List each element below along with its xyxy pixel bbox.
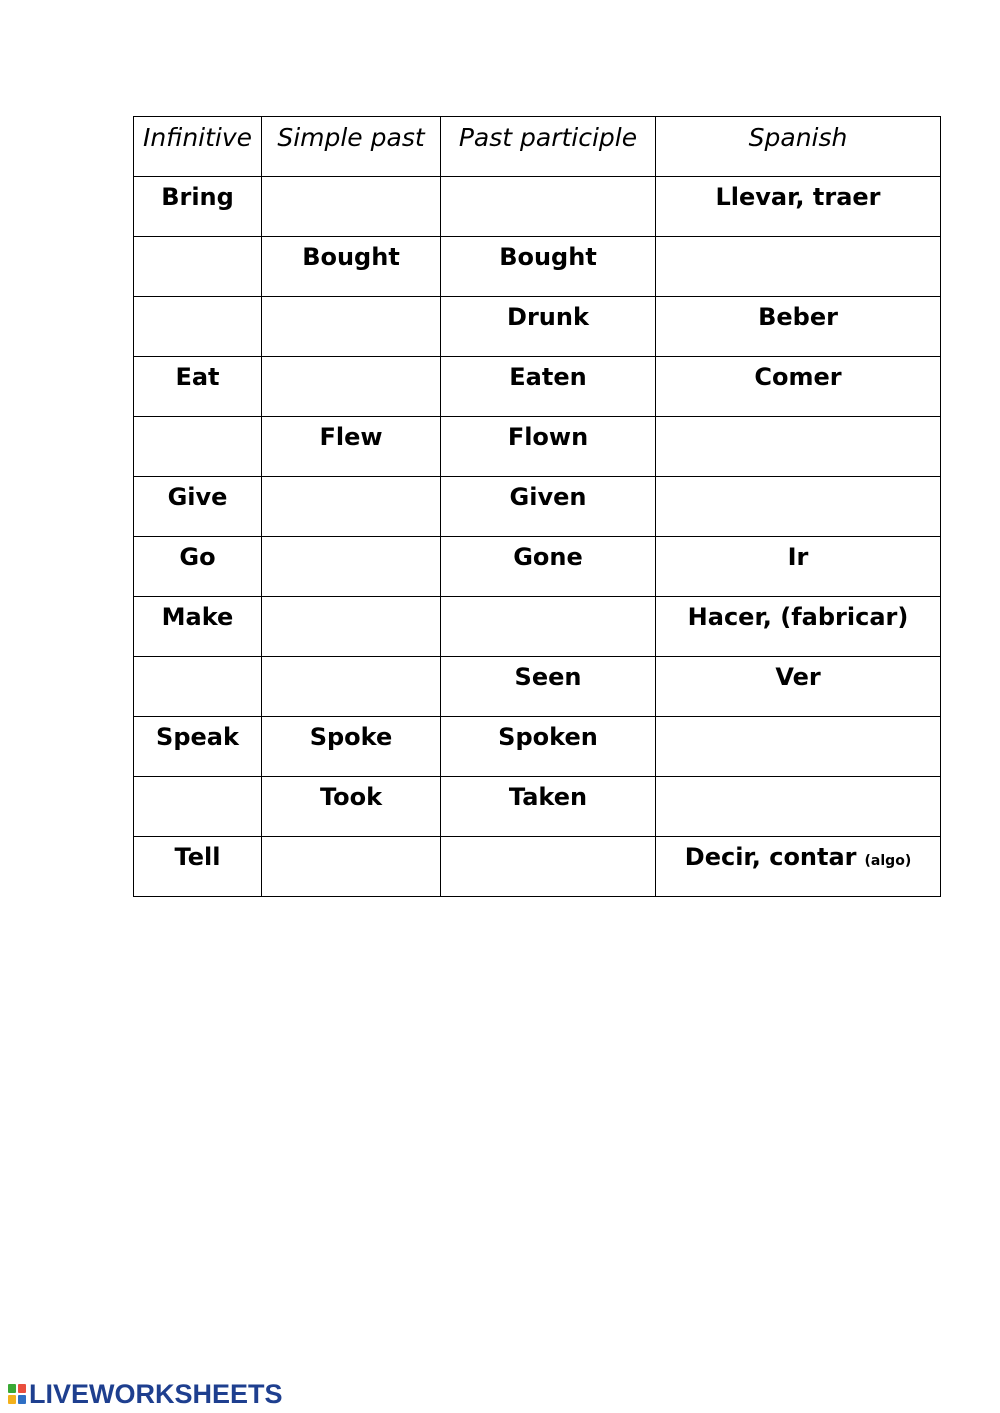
cell-simple-past[interactable] [262,297,441,357]
cell-past-participle[interactable] [441,837,656,897]
cell-past-participle[interactable] [441,177,656,237]
table-row [134,837,941,897]
cell-infinitive[interactable] [134,417,262,477]
table-row [134,537,941,597]
header-past-participle: Past participle [441,117,656,177]
cell-spanish: Beber [656,297,941,357]
cell-infinitive[interactable] [134,657,262,717]
cell-past-participle: Given [441,477,656,537]
cell-infinitive[interactable] [134,237,262,297]
cell-spanish: Decir, contar (algo) [656,837,941,897]
cell-infinitive: Eat [134,357,262,417]
cell-spanish: Llevar, traer [656,177,941,237]
cell-simple-past[interactable] [262,477,441,537]
cell-past-participle: Flown [441,417,656,477]
cell-spanish[interactable] [656,717,941,777]
table-row [134,237,941,297]
table-row [134,717,941,777]
cell-spanish[interactable] [656,237,941,297]
cell-spanish: Ver [656,657,941,717]
cell-simple-past[interactable] [262,837,441,897]
cell-past-participle[interactable] [441,597,656,657]
table-row [134,177,941,237]
cell-past-participle: Taken [441,777,656,837]
cell-simple-past: Spoke [262,717,441,777]
table-row [134,417,941,477]
cell-infinitive: Give [134,477,262,537]
table-row [134,477,941,537]
table-row [134,657,941,717]
cell-infinitive[interactable] [134,297,262,357]
cell-spanish[interactable] [656,777,941,837]
table-row [134,357,941,417]
table-row [134,597,941,657]
cell-simple-past[interactable] [262,177,441,237]
header-spanish: Spanish [656,117,941,177]
verb-table [133,116,941,897]
cell-infinitive: Make [134,597,262,657]
cell-past-participle: Spoken [441,717,656,777]
cell-spanish[interactable] [656,477,941,537]
cell-past-participle: Bought [441,237,656,297]
cell-simple-past[interactable] [262,597,441,657]
cell-past-participle: Seen [441,657,656,717]
cell-infinitive: Tell [134,837,262,897]
cell-past-participle: Eaten [441,357,656,417]
cell-infinitive: Bring [134,177,262,237]
header-simple-past: Simple past [262,117,441,177]
table-row [134,297,941,357]
cell-infinitive[interactable] [134,777,262,837]
cell-spanish: Ir [656,537,941,597]
cell-simple-past[interactable] [262,537,441,597]
cell-infinitive: Speak [134,717,262,777]
cell-simple-past: Took [262,777,441,837]
cell-note: (algo) [864,853,912,869]
header-row [134,117,941,177]
liveworksheets-logo [8,1379,283,1409]
cell-spanish: Comer [656,357,941,417]
table-row [134,777,941,837]
cell-infinitive: Go [134,537,262,597]
cell-spanish: Hacer, (fabricar) [656,597,941,657]
logo-blocks-icon [8,1384,26,1404]
logo-text: LIVEWORKSHEETS [29,1378,283,1409]
cell-past-participle: Drunk [441,297,656,357]
cell-simple-past: Bought [262,237,441,297]
cell-simple-past[interactable] [262,357,441,417]
cell-past-participle: Gone [441,537,656,597]
header-infinitive: Infinitive [134,117,262,177]
cell-simple-past: Flew [262,417,441,477]
cell-simple-past[interactable] [262,657,441,717]
cell-spanish[interactable] [656,417,941,477]
